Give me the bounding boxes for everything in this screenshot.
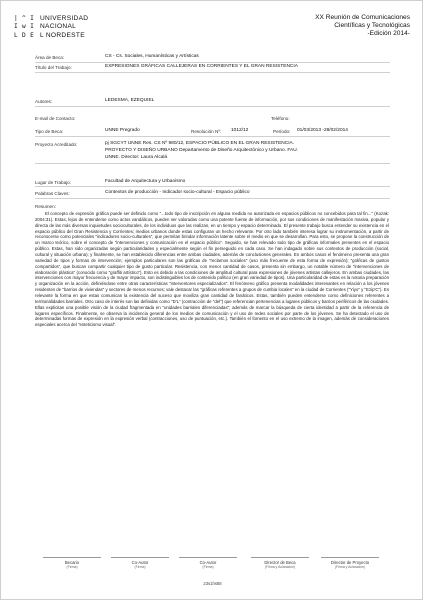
project-line-2: PROYECTO Y DISEÑO URBANO Departamento de Diseño Arquitectónico y Urbano. FAU. (105, 148, 299, 153)
summary-label: Resumen: (35, 204, 56, 209)
area-label: Área de Beca: (35, 55, 65, 60)
beca-type-label: Tipo de Beca: (35, 129, 64, 134)
resolution-label: Resolución Nº: (191, 129, 222, 134)
signature-director-beca: Director de Beca (Firma y Aclaración) (251, 557, 309, 569)
divider (35, 62, 390, 63)
conference-title: XX Reunión de Comunicaciones Científicas y Tecnológicas -Edición 2014- (315, 14, 410, 38)
title-value: EXPRESIONES GRÁFICAS CALLEJERAS EN CORRIENTES Y EL GRAN RESISTENCIA (105, 64, 298, 69)
resolution-value: 1012/12 (231, 128, 249, 133)
email-label: E-mail de Contacto: (35, 116, 76, 121)
project-label: Proyecto Acreditado: (35, 142, 78, 147)
summary-text: El concepto de expresión gráfica puede ser definido como "...todo tipo de inscripción en alguna medida no autorizada en espacios públicos no concebidos para tal fin..." (Kozak: 2004:31). Estas, lejos de entenderse como actos vandálicos, pueden ser valoradas como una potente fuente de información, por sus condiciones de manifestación masiva, popular y directa de las más diversas inquietudes socioculturales, de los individuos que las realizan, en un tiempo y espacio determinado. El presente trabajo busca entender su existencia en el espacio público del Gran Resistencia y Corrientes; medios urbanos donde estas configuran un hecho relevante. Por otro lado también interesa lograr su instrumentación, a partir de reconocerse como potenciales "indicadores socio-culturales", que permitan brindar información latente sobre el medio en que se desarrollan. Para esto, se propone la construcción de un marco teórico, sobre el concepto de "intervenciones y comunicación en el espacio público". Seguido, se han relevado todo tipo de gráficas informales presentes en el espacio público. Estas, han sido organizadas según particularidades y especialmente según el fin perseguido en cada caso. Se han indagado sobre sus contextos de producción (social, cultural y situación urbana); y finalmente, se han establecido diferencias entre ambas ciudades, además de conclusiones generales. En ambos casos el fenómeno presenta una gran variedad de tipos y formas de intervención; ejemplos particulares son las gráficas de "reclamos sociales" (uso más frecuente de esta forma de expresión); "gráficas de gustos compartidos", que buscan compartir cualquier tipo de gusto particular. Resistencia, con menor cantidad de casos, presenta sin embargo, un notable número de "intervenciones de elaboración plástica" (conocido como "graffiti artístico"). Esto es debido a las condiciones de amplitud cultural para expresiones de jóvenes artistas callejeros. En ambas ciudades, las intervenciones con mayor frecuencia y de mayor impacto, son indistinguibles los de contenido político (en gran variedad de tipos). Una particularidad de estas es la notoria preparación y organización en la acción, definiéndose entre otras características "interventores especializados". El fenómeno gráfico presenta modalidades interesantes en relación a los jóvenes residentes de "barrios de viviendas" y sectores de menos recursos; vale destacar las "gráficas referentes a grupos de cumbia locales" en la ciudad de Corrientes ("Yiyo" y "Ezip'C"). Es relevante la forma en que estas comunican la existencia del suceso que moviliza gran cantidad de fanáticos. Estas, también pueden entenderse como definiciones referentes a territorialidades barriales. Otro caso de interés son las definidas como "D'L" (contracción de "del") que referencian pertenencias a lugares públicos y barrios periféricos de las ciudades. Ellas explicitan una posible visión de la ciudad fragmentada en "unidades barriales diferenciadas"; además de marcar la búsqueda de cierta identidad a partir de la referencia de lugares específicos. Finalmente, se observa la incidencia general de los medios de comunicación y el uso de redes sociales por parte de los jóvenes. Se ha detectado el uso de determinadas formas de expresión en la expresión verbal (contracciones, uso de puntuación, etc.). También el fomento en el uso extremo de la imagen, además de consideraciones especiales acerca del "esteticismo visual". (35, 211, 389, 328)
keywords-value: Contextos de producción - Indicador socio-cultural - Espacio público (105, 190, 250, 195)
signature-coautor-2: Co-Autor (Firma) (179, 557, 237, 569)
authors-value: LEDESMA, EZEQUIEL (105, 98, 155, 103)
period-value: 01/03/2013 -28/02/2014 (297, 128, 348, 133)
page-header (1, 1, 423, 49)
signature-coautor-1: Co-Autor (Firma) (111, 557, 169, 569)
signature-director-proyecto: Director de Proyecto (Firma y Aclaración) (321, 557, 379, 569)
divider (35, 163, 390, 164)
project-line-1: pj SGCYT UNNE Res. CS Nº 980/12, ESPACIO PÚBLICO EN EL GRAN RESISTENCIA. (105, 141, 295, 146)
authors-label: Autores: (35, 99, 53, 104)
divider (35, 186, 390, 187)
document-code: 23s1hs88 (203, 581, 222, 586)
phone-label: Teléfono: (271, 116, 290, 121)
beca-type-value: UNNE Pregrado (105, 128, 140, 133)
divider (35, 106, 390, 107)
keywords-label: Palabras Claves: (35, 191, 70, 196)
university-logo: | ^ I UNIVERSIDAD I w I NACIONAL L D E L NORDESTE (14, 15, 89, 39)
divider (35, 198, 390, 199)
workplace-value: Facultad de Arquitectura y Urbanismo (105, 179, 186, 184)
period-label: Período: (273, 129, 291, 134)
divider (35, 136, 390, 137)
signature-becario: Becario (Firma) (43, 557, 101, 569)
divider (35, 72, 390, 73)
title-label: Título del Trabajo: (35, 65, 72, 70)
project-line-3: UNNE. Director: Laura Alcalá (105, 155, 168, 160)
area-value: CS - Cs. Sociales, Humanísticas y Artísticas (105, 54, 199, 59)
workplace-label: Lugar de Trabajo: (35, 180, 72, 185)
